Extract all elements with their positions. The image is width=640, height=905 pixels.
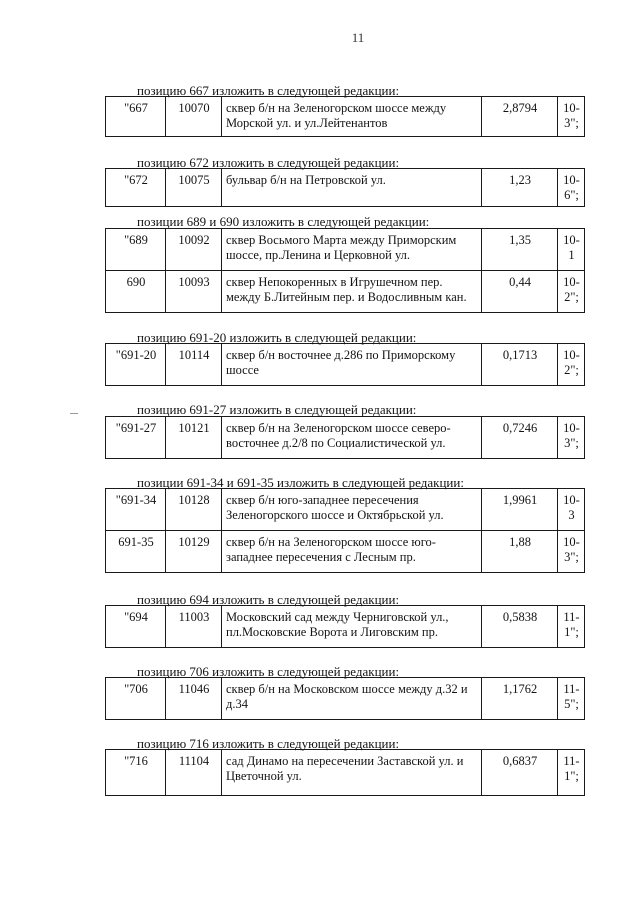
section-heading: позицию 694 изложить в следующей редакции: [137, 592, 400, 607]
position-number-cell: "689 [106, 229, 166, 271]
table-row [106, 169, 585, 207]
object-code-cell: 10092 [166, 229, 222, 271]
section-heading: позицию 672 изложить в следующей редакции: [137, 155, 400, 170]
zone-code-cell: 10-3 [558, 489, 585, 531]
table-row [106, 489, 585, 531]
position-number-cell: "691-34 [106, 489, 166, 531]
area-cell: 1,88 [482, 531, 558, 573]
table-row [106, 531, 585, 573]
position-number-cell: 691-35 [106, 531, 166, 573]
area-cell: 1,35 [482, 229, 558, 271]
object-name-cell: сквер б/н на Зеленогорском шоссе северо-восточнее д.2/8 по Социалистической ул. [222, 417, 482, 459]
area-cell: 1,1762 [482, 678, 558, 720]
section-heading: позицию 706 изложить в следующей редакции: [137, 664, 400, 679]
margin-mark [70, 413, 78, 414]
object-name-cell: сквер Восьмого Марта между Приморским шоссе, пр.Ленина и Церковной ул. [222, 229, 482, 271]
area-cell: 0,1713 [482, 344, 558, 386]
positions-table [105, 677, 585, 720]
object-code-cell: 11104 [166, 750, 222, 796]
table-row [106, 606, 585, 648]
table-row [106, 229, 585, 271]
area-cell: 0,6837 [482, 750, 558, 796]
zone-code-cell: 10-2"; [558, 271, 585, 313]
positions-table [105, 343, 585, 386]
area-cell: 2,8794 [482, 97, 558, 137]
object-name-cell: сквер Непокоренных в Игрушечном пер. между Б.Литейным пер. и Водосливным кан. [222, 271, 482, 313]
positions-table [105, 749, 585, 796]
position-number-cell: "691-27 [106, 417, 166, 459]
object-code-cell: 10129 [166, 531, 222, 573]
positions-table [105, 416, 585, 459]
object-code-cell: 11046 [166, 678, 222, 720]
area-cell: 1,23 [482, 169, 558, 207]
object-name-cell: сквер б/н на Зеленогорском шоссе между Морской ул. и ул.Лейтенантов [222, 97, 482, 137]
zone-code-cell: 10-6"; [558, 169, 585, 207]
section-heading: позиции 689 и 690 изложить в следующей редакции: [137, 214, 430, 229]
zone-code-cell: 11-5"; [558, 678, 585, 720]
section-heading: позицию 667 изложить в следующей редакции: [137, 83, 400, 98]
object-name-cell: сквер б/н на Московском шоссе между д.32 и д.34 [222, 678, 482, 720]
zone-code-cell: 11-1"; [558, 750, 585, 796]
area-cell: 0,5838 [482, 606, 558, 648]
positions-table [105, 605, 585, 648]
position-number-cell: "716 [106, 750, 166, 796]
zone-code-cell: 10-3"; [558, 97, 585, 137]
object-code-cell: 10114 [166, 344, 222, 386]
section-heading: позиции 691-34 и 691-35 изложить в следующей редакции: [137, 475, 464, 490]
position-number-cell: "691-20 [106, 344, 166, 386]
zone-code-cell: 10-3"; [558, 531, 585, 573]
table-row [106, 344, 585, 386]
object-name-cell: сквер б/н на Зеленогорском шоссе юго-западнее пересечения с Лесным пр. [222, 531, 482, 573]
object-name-cell: бульвар б/н на Петровской ул. [222, 169, 482, 207]
object-code-cell: 10093 [166, 271, 222, 313]
table-row [106, 678, 585, 720]
positions-table [105, 488, 585, 573]
zone-code-cell: 10-2"; [558, 344, 585, 386]
object-code-cell: 11003 [166, 606, 222, 648]
table-row [106, 271, 585, 313]
page-number: 11 [351, 30, 365, 45]
section-heading: позицию 691-27 изложить в следующей редакции: [137, 402, 417, 417]
positions-table [105, 96, 585, 137]
position-number-cell: "694 [106, 606, 166, 648]
area-cell: 1,9961 [482, 489, 558, 531]
table-row [106, 750, 585, 796]
object-name-cell: сад Динамо на пересечении Заставской ул. и Цветочной ул. [222, 750, 482, 796]
position-number-cell: "706 [106, 678, 166, 720]
table-row [106, 417, 585, 459]
object-name-cell: Московский сад между Черниговской ул., пл.Московские Ворота и Лиговским пр. [222, 606, 482, 648]
object-name-cell: сквер б/н восточнее д.286 по Приморскому шоссе [222, 344, 482, 386]
object-code-cell: 10128 [166, 489, 222, 531]
positions-table [105, 228, 585, 313]
zone-code-cell: 11-1"; [558, 606, 585, 648]
position-number-cell: 690 [106, 271, 166, 313]
position-number-cell: "672 [106, 169, 166, 207]
object-code-cell: 10121 [166, 417, 222, 459]
area-cell: 0,44 [482, 271, 558, 313]
object-code-cell: 10070 [166, 97, 222, 137]
object-code-cell: 10075 [166, 169, 222, 207]
area-cell: 0,7246 [482, 417, 558, 459]
section-heading: позицию 691-20 изложить в следующей редакции: [137, 330, 417, 345]
object-name-cell: сквер б/н юго-западнее пересечения Зеленогорского шоссе и Октябрьской ул. [222, 489, 482, 531]
positions-table [105, 168, 585, 207]
position-number-cell: "667 [106, 97, 166, 137]
zone-code-cell: 10-1 [558, 229, 585, 271]
section-heading: позицию 716 изложить в следующей редакции: [137, 736, 400, 751]
zone-code-cell: 10-3"; [558, 417, 585, 459]
table-row [106, 97, 585, 137]
